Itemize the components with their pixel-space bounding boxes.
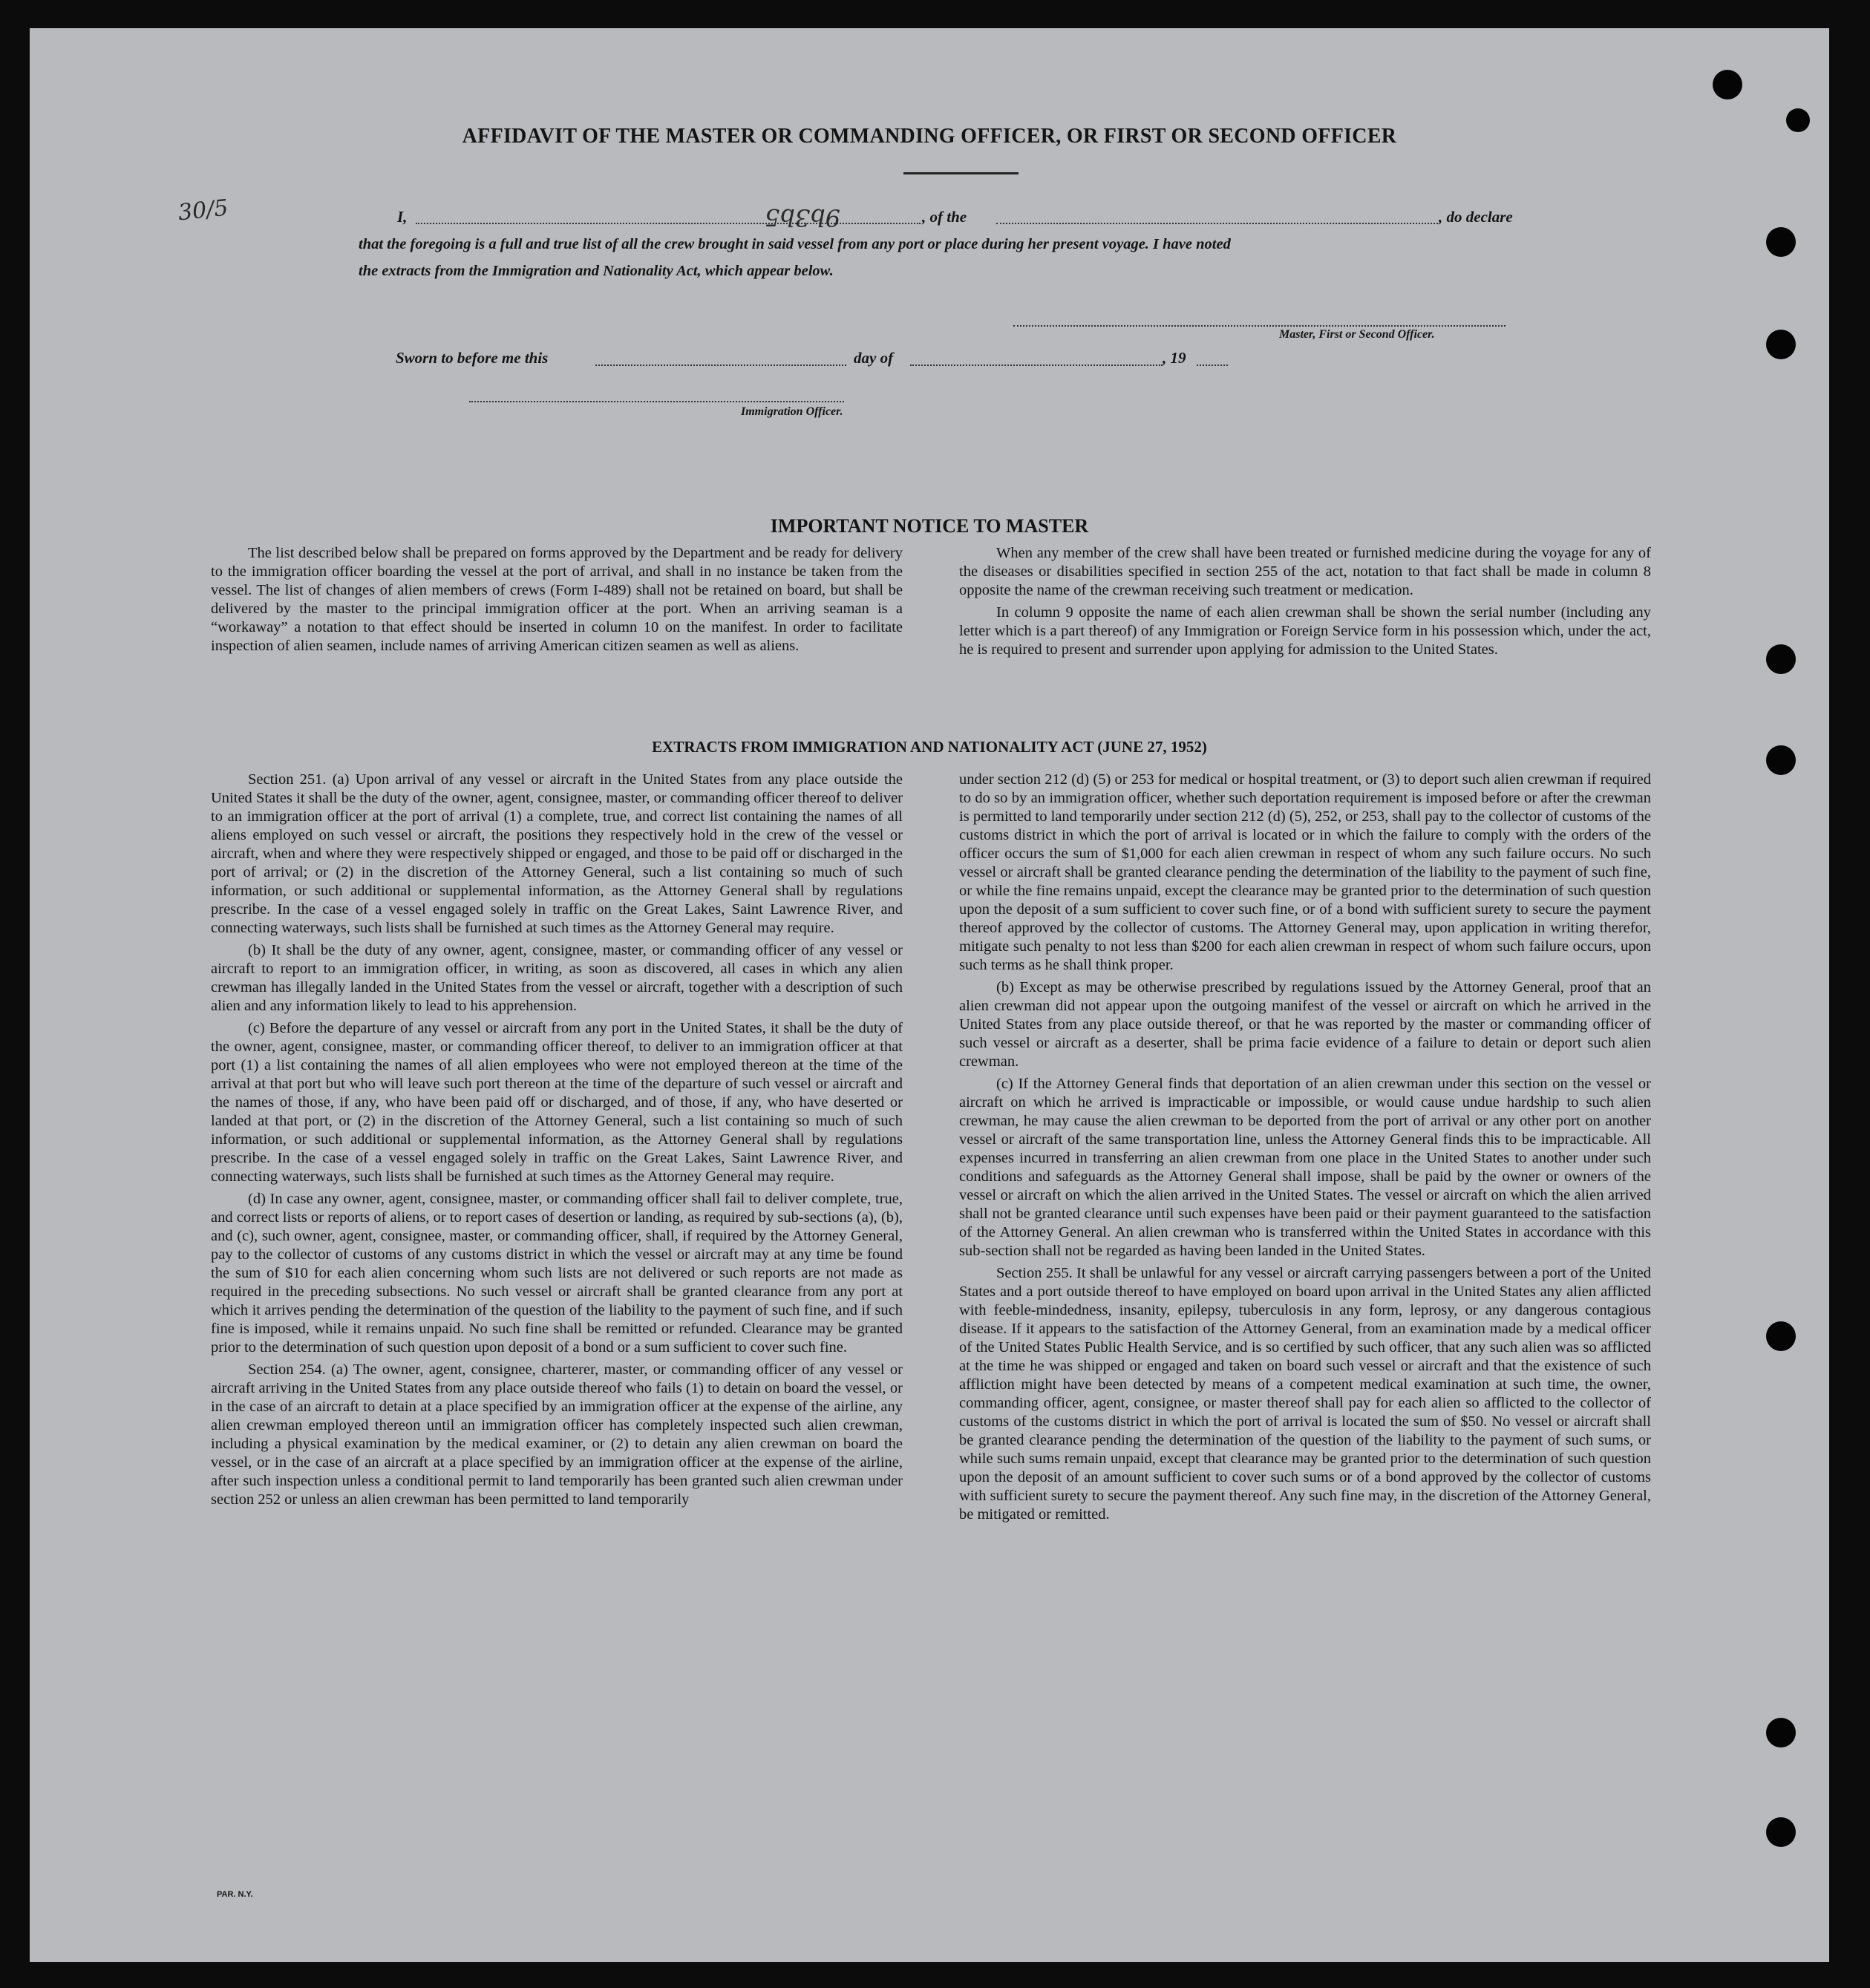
statute-paragraph: (d) In case any owner, agent, consignee, master, or commanding officer shall fail to deliver complete, true, and correct lists or reports of aliens, or to report cases of desertion or landing, as required by sub-sections (a), (b), and (c), such owner, agent, consignee, master, or commanding officer, shall, if required by the Attorney General, pay to the collector of customs of any customs district in which the vessel or aircraft may at any time be found the sum of $10 for each alien concerning whom such lists are not delivered or such reports are not made as required in the preceding subsections. No such vessel or aircraft shall be granted clearance from any port at which it arrives pending the determination of the question of the liability to the payment of such fine, and if such fine is imposed, while it remains unpaid. No such fine shall be remitted or refunded. Clearance may be granted prior to the determination of such question upon deposit of a bond or a sum sufficient to cover such fine. bbox=[211, 1191, 903, 1356]
handwritten-number: 9b3b5 bbox=[765, 203, 841, 232]
immigration-officer-signature-line[interactable] bbox=[469, 401, 844, 402]
affidavit-statement-line: the extracts from the Immigration and Nationality Act, which appear below. bbox=[359, 263, 834, 279]
binder-hole-icon bbox=[1766, 1321, 1796, 1351]
notice-paragraph: When any member of the crew shall have been treated or furnished medicine during the voyage for any of the diseases or disabilities specified in section 255 of the act, notation to that fact shall be made in column 8 opposite the name of the crewman receiving such treatment or medication. bbox=[959, 545, 1651, 598]
affidavit-title: AFFIDAVIT OF THE MASTER OR COMMANDING OFFICER, OR FIRST OR SECOND OFFICER bbox=[462, 125, 1397, 148]
extracts-title: EXTRACTS FROM IMMIGRATION AND NATIONALITY ACT (JUNE 27, 1952) bbox=[652, 738, 1207, 756]
do-declare-label: , do declare bbox=[1439, 208, 1513, 226]
statute-paragraph: (c) Before the departure of any vessel or aircraft from any port in the United States, it shall be the duty of the owner, agent, consignee, master, or commanding officer thereof, to deliver to an immigration officer at that port (1) a list containing the names of all alien employees who were not employed thereon at the time of the arrival at that port but who will leave such port thereon at the time of the departure of such vessel or aircraft and the names of those, if any, who have been paid off or discharged, and of those, if any, who have deserted or landed at that port, or (2) in the discretion of the Attorney General, such a list containing so much of such information, or such additional or supplemental information, as the Attorney General shall by regulations prescribe. In the case of a vessel engaged solely in traffic on the Great Lakes, Saint Lawrence River, and connecting waterways, such lists shall be furnished at such times as the Attorney General may require. bbox=[211, 1020, 903, 1185]
binder-hole-icon bbox=[1713, 70, 1742, 99]
printer-mark: PAR. N.Y. bbox=[217, 1890, 253, 1899]
month-field-line[interactable] bbox=[910, 364, 1163, 366]
immigration-officer-caption: Immigration Officer. bbox=[741, 405, 843, 418]
i-label: I, bbox=[397, 208, 408, 226]
day-of-label: day of bbox=[854, 349, 894, 367]
sworn-label: Sworn to before me this bbox=[396, 349, 549, 367]
year-field-line[interactable] bbox=[1197, 364, 1228, 366]
statute-paragraph: (b) Except as may be otherwise prescribed by regulations issued by the Attorney General, proof that an alien crewman did not appear upon the outgoing manifest of the vessel or aircraft on which he arrived in the United States from any place outside thereof, or that he was reported by the master or commanding officer of such vessel or aircraft as a deserter, shall be prima facie evidence of a failure to detain or deport such alien crewman. bbox=[959, 979, 1651, 1070]
statute-paragraph: (c) If the Attorney General finds that deportation of an alien crewman under this section on the vessel or aircraft on which he arrived is impracticable or impossible, or would cause undue hardship to such alien crewman, he may cause the alien crewman to be deported from the port of arrival or any other port on another vessel or aircraft of the same transportation line, unless the Attorney General finds this to be impracticable. All expenses incurred in transferring an alien crewman from one place in the United States to another under such conditions and safeguards as the Attorney General shall impose, shall be paid by the owner or owners of the vessel or aircraft on which the alien arrived in the United States. The vessel or aircraft on which the alien arrived shall not be granted clearance until such expenses have been paid or their payment guaranteed to the satisfaction of the Attorney General. An alien crewman who is transferred within the United States in accordance with this sub-section shall not be regarded as having been landed in the United States. bbox=[959, 1076, 1651, 1259]
name-field-line[interactable] bbox=[416, 223, 921, 224]
document-page bbox=[30, 28, 1829, 1962]
notice-right-column bbox=[959, 544, 1651, 663]
handwritten-note: 30/5 bbox=[177, 194, 230, 226]
notice-paragraph: In column 9 opposite the name of each alien crewman shall be shown the serial number (including any letter which is a part thereof) of any Immigration or Foreign Service form in his possession which, under the act, he is required to present and surrender upon applying for admission to the United States. bbox=[959, 604, 1651, 658]
notice-left-column bbox=[211, 544, 903, 659]
vessel-field-line[interactable] bbox=[996, 223, 1438, 224]
binder-hole-icon bbox=[1766, 1817, 1796, 1847]
binder-hole-icon bbox=[1766, 227, 1796, 257]
statute-paragraph: Section 254. (a) The owner, agent, consignee, charterer, master, or commanding officer of any vessel or aircraft arriving in the United States from any place outside thereof who fails (1) to detain on board the vessel, or in the case of an aircraft to detain at a place specified by an immigration officer at the expense of the airline, any alien crewman employed thereon until an immigration officer has completely inspected such alien crewman, including a physical examination by the medical examiner, or (2) to detain any alien crewman on board the vessel, or in the case of an aircraft at a place specified by an immigration officer at the expense of the airline, after such inspection unless a conditional permit to land temporarily has been granted such alien crewman under section 252 or unless an alien crewman has been permitted to land temporarily bbox=[211, 1361, 903, 1508]
notice-paragraph: The list described below shall be prepared on forms approved by the Department and be ready for delivery to the immigration officer boarding the vessel at the port of arrival, and shall in no instance be taken from the vessel. The list of changes of alien members of crews (Form I-489) shall not be retained on board, but shall be delivered by the master to the principal immigration officer at the port. When an arriving seaman is a “workaway” a notation to that effect should be inserted in column 10 on the manifest. In order to facilitate inspection of alien seamen, include names of arriving American citizen seamen as well as aliens. bbox=[211, 545, 903, 654]
statute-paragraph: under section 212 (d) (5) or 253 for medical or hospital treatment, or (3) to deport such alien crewman if required to do so by an immigration officer, whether such deportation requirement is imposed before or after the crewman is permitted to land temporarily under section 212 (d) (5), 252, or 253, shall pay to the collector of customs of the customs district in which the port of arrival is located or in which the failure to comply with the orders of the officer occurs the sum of $1,000 for each alien crewman in respect of whom any such failure occurs. No such vessel or aircraft shall be granted clearance pending the determination of the liability to the payment of such fine, or while the fine remains unpaid, except the clearance may be granted prior to the determination of such question upon the deposit of a sum sufficient to cover such fine, or of a bond with sufficient surety to secure the payment thereof approved by the collector of customs. The Attorney General may, upon application in writing therefor, mitigate such penalty to not less than $200 for each alien crewman in respect of whom such failure occurs, upon such terms as he shall think proper. bbox=[959, 771, 1651, 973]
year-label: , 19 bbox=[1163, 349, 1186, 367]
title-divider bbox=[903, 172, 1019, 174]
statute-paragraph: Section 255. It shall be unlawful for any vessel or aircraft carrying passengers between a port of the United States and a port outside thereof to have employed on board upon arrival in the United States any alien afflicted with feeble-mindedness, insanity, epilepsy, tuberculosis in any form, leprosy, or any dangerous contagious disease. If it appears to the satisfaction of the Attorney General, from an examination made by a medical officer of the United States Public Health Service, and is so certified by such officer, that any such alien was so afflicted at the time he was shipped or engaged and taken on board such vessel or aircraft and that the existence of such affliction might have been detected by means of a competent medical examination at such time, the owner, commanding officer, agent, consignee, or master thereof shall pay for each alien so afflicted to the collector of customs of the customs district in which the port of arrival is located the sum of $50. No vessel or aircraft shall be granted clearance pending the determination of the question of the liability to the payment of such sums, or while such sums remain unpaid, except that clearance may be granted prior to the determination of such question upon the deposit of an amount sufficient to cover such sums or of a bond approved by the collector of customs with sufficient surety to secure the payment thereof. Any such fine may, in the discretion of the Attorney General, be mitigated or remitted. bbox=[959, 1265, 1651, 1523]
sworn-day-field-line[interactable] bbox=[595, 364, 846, 366]
extracts-right-column bbox=[959, 771, 1651, 1528]
binder-hole-icon bbox=[1766, 644, 1796, 674]
of-the-label: , of the bbox=[922, 208, 967, 226]
master-caption: Master, First or Second Officer. bbox=[1279, 328, 1435, 341]
binder-hole-icon bbox=[1766, 330, 1796, 359]
affidavit-statement-line: that the foregoing is a full and true list of all the crew brought in said vessel from any port or place during her present voyage. I have noted bbox=[359, 236, 1231, 252]
master-signature-line[interactable] bbox=[1013, 325, 1506, 327]
statute-paragraph: Section 251. (a) Upon arrival of any vessel or aircraft in the United States from any place outside the United States it shall be the duty of the owner, agent, consignee, master, or commanding officer thereof to deliver to an immigration officer at the port of arrival (1) a complete, true, and correct list containing the names of all aliens employed on such vessel or aircraft, the positions they respectively hold in the crew of the vessel or aircraft, when and where they were respectively shipped or engaged, and those to be paid off or discharged in the port of arrival; or (2) in the discretion of the Attorney General, such a list containing so much of such information, or such additional or supplemental information, as the Attorney General shall by regulations prescribe. In the case of a vessel engaged solely in traffic on the Great Lakes, Saint Lawrence River, and connecting waterways, such lists shall be furnished at such times as the Attorney General may require. bbox=[211, 771, 903, 936]
binder-hole-icon bbox=[1766, 1718, 1796, 1747]
notice-title: IMPORTANT NOTICE TO MASTER bbox=[770, 515, 1089, 537]
extracts-left-column bbox=[211, 771, 903, 1513]
statute-paragraph: (b) It shall be the duty of any owner, agent, consignee, master, or commanding officer of any vessel or aircraft to report to an immigration officer, in writing, as soon as discovered, all cases in which any alien crewman has illegally landed in the United States from the vessel or aircraft, together with a description of such alien and any information likely to lead to his apprehension. bbox=[211, 942, 903, 1014]
